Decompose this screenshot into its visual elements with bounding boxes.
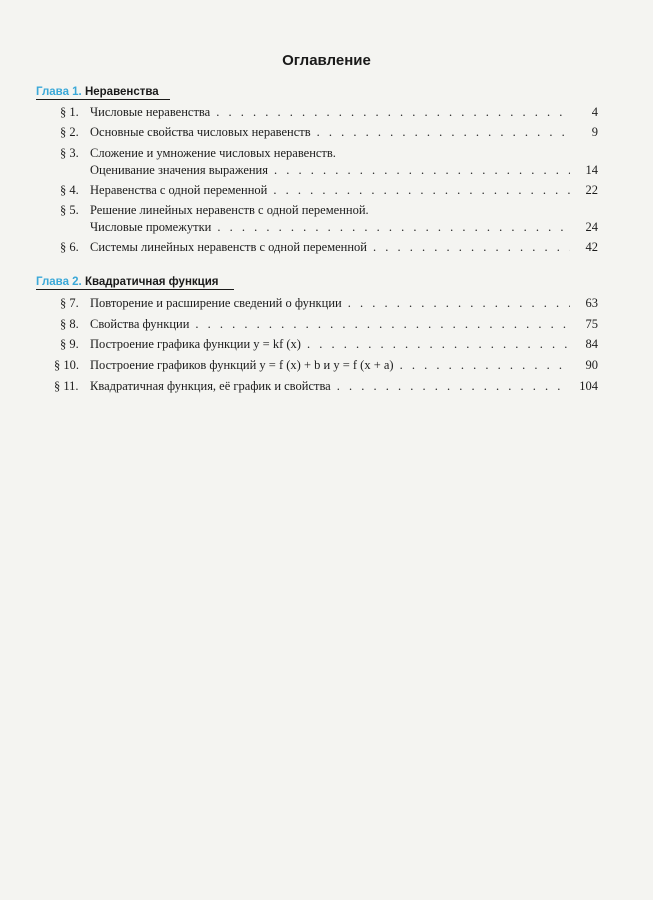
leader-dots (400, 357, 570, 374)
leader-dots (274, 162, 570, 179)
leader-dots (348, 295, 570, 312)
toc-entry-8 (60, 316, 598, 333)
page-number: 9 (591, 125, 598, 139)
section-number: § 3. (60, 146, 79, 160)
chapter-1-number: Глава 1. (36, 86, 82, 98)
section-title: Основные свойства числовых неравенств (90, 125, 311, 139)
toc-entry-4 (60, 182, 598, 199)
section-number: § 4. (60, 183, 79, 197)
toc-entry-5 (60, 202, 598, 236)
section-title: Повторение и расширение сведений о функции (90, 296, 342, 310)
toc-entry-6 (60, 239, 598, 256)
leader-dots (317, 124, 570, 141)
page-number: 84 (585, 337, 598, 351)
toc-entry-3 (60, 145, 598, 179)
section-number: § 8. (60, 317, 79, 331)
leader-dots (273, 182, 570, 199)
leader-dots (217, 219, 570, 236)
page-number: 22 (585, 183, 598, 197)
leader-dots (373, 239, 570, 256)
chapter-2-heading (36, 276, 234, 290)
toc-entry-7 (60, 295, 598, 312)
page-number: 104 (579, 379, 598, 393)
section-title: Числовые неравенства (90, 105, 211, 119)
section-number: § 5. (60, 203, 79, 217)
page-number: 90 (585, 358, 598, 372)
page-number: 42 (585, 240, 598, 254)
section-number: § 6. (60, 240, 79, 254)
section-number: § 9. (60, 337, 79, 351)
section-title: Свойства функции (90, 317, 190, 331)
chapter-2-name: Квадратичная функция (84, 276, 219, 288)
chapter-1-name: Неравенства (84, 86, 159, 98)
section-title-cont: Оценивание значения выражения (90, 163, 268, 177)
page-number: 14 (585, 163, 598, 177)
section-title: Квадратичная функция, её график и свойства (90, 379, 331, 393)
section-title-cont: Числовые промежутки (90, 220, 212, 234)
page-number: 4 (591, 105, 598, 119)
chapter-1-heading (36, 86, 170, 100)
chapter-2-number: Глава 2. (36, 276, 82, 288)
page-number: 63 (585, 296, 598, 310)
section-number: § 7. (60, 296, 79, 310)
section-title: Неравенства с одной переменной (90, 183, 268, 197)
leader-dots (195, 316, 570, 333)
page-title: Оглавление (282, 52, 371, 69)
section-number: § 2. (60, 125, 79, 139)
section-number: § 10. (54, 358, 79, 372)
toc-entry-9 (60, 336, 598, 353)
section-number: § 11. (54, 379, 79, 393)
leader-dots (337, 378, 570, 395)
toc-entry-1 (60, 104, 598, 121)
section-title: Системы линейных неравенств с одной переменной (90, 240, 367, 254)
page-number: 75 (585, 317, 598, 331)
section-title: Сложение и умножение числовых неравенств. (90, 146, 336, 160)
leader-dots (307, 336, 570, 353)
section-title: Решение линейных неравенств с одной переменной. (90, 203, 369, 217)
page-number: 24 (585, 220, 598, 234)
leader-dots (216, 104, 570, 121)
section-number: § 1. (60, 105, 79, 119)
toc-entry-11 (54, 378, 598, 395)
section-title: Построение графиков функций y = f (x) + b и y = f (x + a) (90, 358, 394, 372)
section-title: Построение графика функции y = kf (x) (90, 337, 301, 351)
toc-entry-10 (54, 357, 598, 374)
toc-entry-2 (60, 124, 598, 141)
